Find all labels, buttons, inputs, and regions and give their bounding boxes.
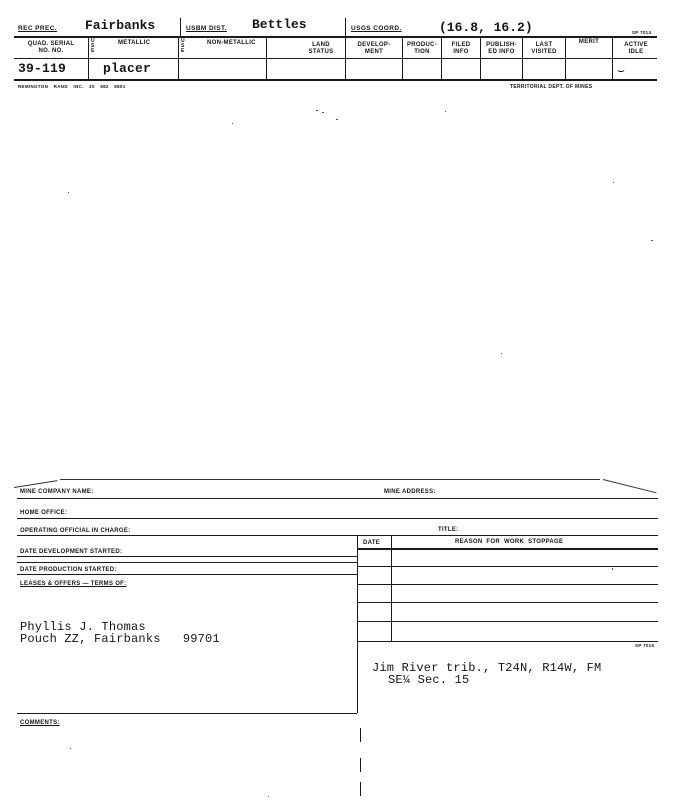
speck [336, 119, 338, 120]
rule [14, 58, 657, 59]
mine-company-label: MINE COMPANY NAME: [20, 489, 94, 495]
speck [316, 110, 318, 111]
col-use-right: U S E [181, 38, 185, 54]
speck [612, 568, 613, 570]
rule [60, 479, 600, 480]
operating-official-label: OPERATING OFFICIAL IN CHARGE: [20, 528, 131, 534]
col-active-idle: ACTIVE IDLE [624, 42, 648, 55]
speck [70, 748, 71, 749]
rule [603, 479, 657, 493]
col-published-info: PUBLISH- ED INFO [486, 42, 517, 55]
rec-prec-value: Fairbanks [85, 18, 156, 33]
rule [17, 556, 357, 557]
rule [17, 518, 658, 519]
rule [357, 548, 658, 550]
speck [613, 182, 614, 183]
rule [357, 641, 658, 642]
divider [180, 18, 181, 36]
top-card [0, 0, 678, 100]
leases-label: LEASES & OFFERS — TERMS OF: [20, 581, 127, 587]
rec-prec-label: REC PREC. [18, 25, 57, 32]
rule [17, 535, 658, 536]
form-number-top: SP 7014 [632, 30, 652, 35]
margin-mark [360, 728, 361, 742]
speck [445, 111, 446, 112]
rule [17, 562, 357, 563]
table-border [391, 535, 392, 641]
usbm-dist-value: Bettles [252, 17, 307, 32]
title-label: TITLE: [438, 527, 459, 533]
speck [322, 112, 324, 113]
usgs-coord-value: (16.8, 16.2) [439, 20, 533, 35]
rule [357, 621, 658, 622]
territorial-dept: TERRITORIAL DEPT. OF MINES [510, 84, 593, 90]
col-last-visited: LAST VISITED [531, 42, 557, 55]
col-land-status: LAND STATUS [308, 42, 334, 55]
margin-mark [360, 782, 361, 796]
printer-line: REMINGTON RAND INC. 20 682 8801 [18, 84, 126, 89]
date-production-label: DATE PRODUCTION STARTED: [20, 567, 117, 573]
lessee-name: Phyllis J. Thomas [20, 620, 146, 634]
col-metallic: METALLIC [118, 40, 151, 46]
margin-mark [360, 758, 361, 772]
rule [17, 498, 658, 499]
speck [68, 192, 69, 193]
home-office-label: HOME OFFICE: [20, 510, 68, 516]
speck [232, 123, 233, 124]
usbm-dist-label: USBM DIST. [186, 25, 227, 32]
rule [357, 602, 658, 603]
comments-label: COMMENTS: [20, 720, 60, 726]
mine-address-label: MINE ADDRESS: [384, 489, 436, 495]
rule [357, 584, 658, 585]
col-use-left: U S E [91, 38, 95, 54]
reason-column-header: REASON FOR WORK STOPPAGE [455, 539, 564, 545]
date-column-header: DATE [363, 540, 381, 546]
date-development-label: DATE DEVELOPMENT STARTED: [20, 549, 123, 555]
col-filed-info: FILED INFO [451, 42, 471, 55]
rule [14, 36, 657, 38]
col-non-metallic: NON-METALLIC [207, 40, 256, 46]
record-metallic: placer [103, 61, 152, 76]
column-divider [88, 37, 89, 80]
active-idle-mark: ⌣ [617, 63, 625, 77]
rule [17, 713, 357, 714]
location-line-2: SE¼ Sec. 15 [388, 673, 470, 687]
rule [17, 574, 357, 575]
col-merit: MERIT [578, 39, 600, 45]
col-development: DEVELOP- MENT [357, 42, 391, 55]
speck [651, 240, 653, 241]
usgs-coord-label: USGS COORD. [351, 25, 402, 32]
rule [14, 79, 657, 81]
column-divider [266, 37, 267, 80]
rule [357, 566, 658, 567]
divider [345, 18, 346, 36]
rule [14, 480, 58, 488]
table-border [357, 535, 358, 713]
form-number-bottom: SP 7015 [635, 643, 655, 648]
column-divider [178, 37, 179, 80]
col-production: PRODUC- TION [406, 42, 438, 55]
speck [268, 796, 269, 797]
lower-card [0, 470, 678, 804]
lessee-address: Pouch ZZ, Fairbanks 99701 [20, 632, 220, 646]
speck [501, 353, 502, 354]
location-line-1: Jim River trib., T24N, R14W, FM [372, 661, 602, 675]
record-serial: 39-119 [18, 61, 67, 76]
col-quad-serial: QUAD. SERIAL NO. NO. [27, 41, 75, 54]
